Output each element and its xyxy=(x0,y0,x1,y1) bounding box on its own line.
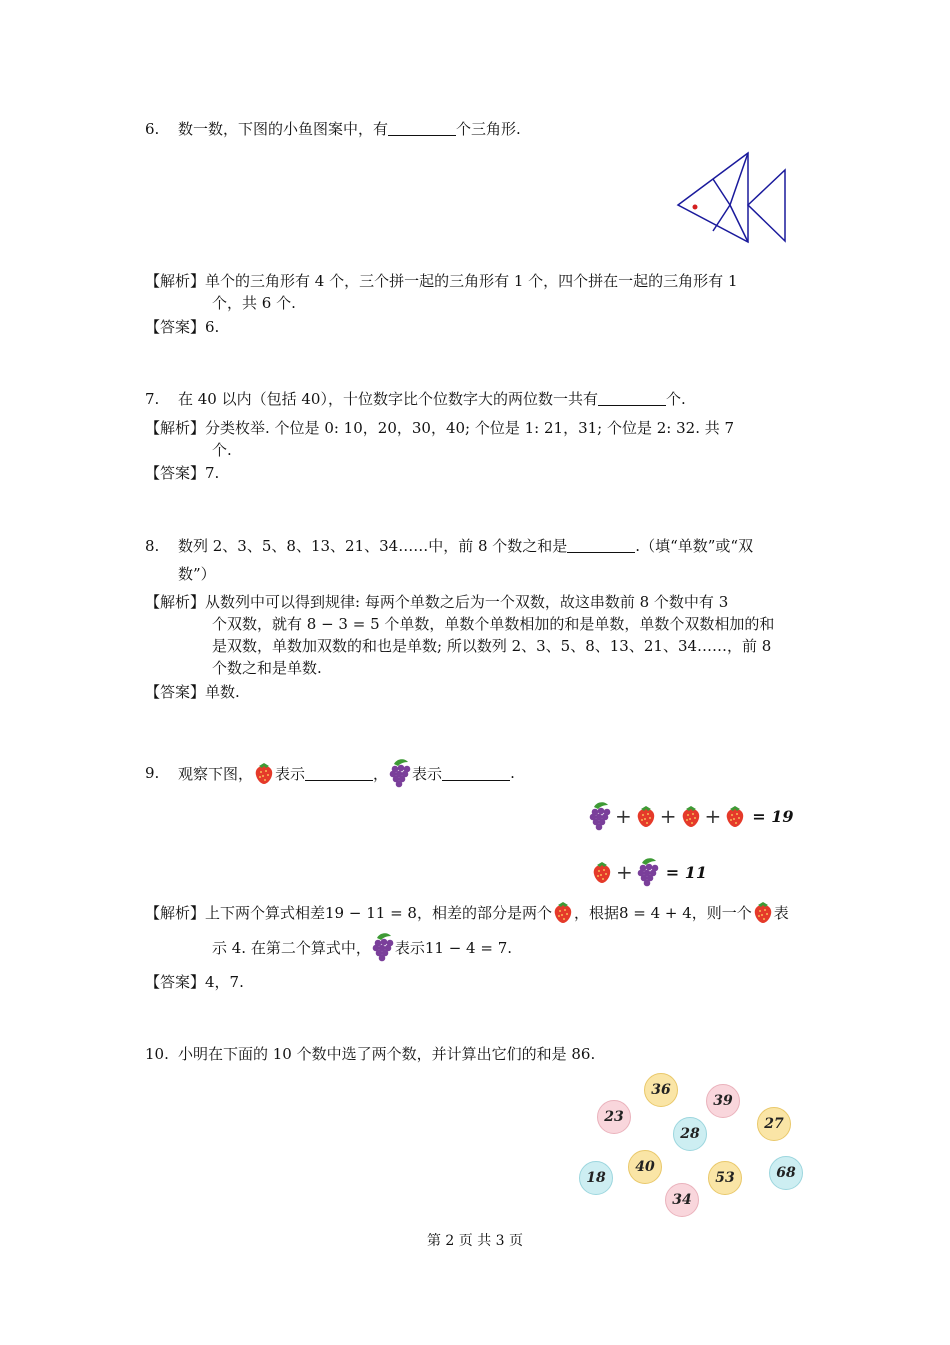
question-8 xyxy=(145,535,753,556)
number-circle: 68 xyxy=(769,1156,803,1190)
answer-blank xyxy=(442,766,510,781)
strawberry-icon xyxy=(680,804,702,828)
question-text: 观察下图， xyxy=(178,764,254,783)
question-number: 10. xyxy=(145,1045,169,1063)
analysis-text: ，根据8 = 4 + 4，则一个 xyxy=(573,903,752,922)
question-9 xyxy=(145,758,515,788)
analysis-text: 示 4. 在第二个算式中， xyxy=(212,938,371,957)
answer-text: 7. xyxy=(205,464,220,482)
equation-1 xyxy=(588,801,794,831)
answer-label: 【答案】 xyxy=(145,318,206,336)
plus-sign: + xyxy=(704,804,722,828)
question-number: 9. xyxy=(145,764,160,782)
grape-icon xyxy=(588,801,612,831)
q8-answer xyxy=(145,681,240,702)
question-10 xyxy=(145,1043,595,1064)
fish-inner-line xyxy=(713,205,730,231)
answer-blank xyxy=(305,766,373,781)
plus-sign: + xyxy=(659,804,677,828)
question-number: 7. xyxy=(145,390,160,408)
question-number: 8. xyxy=(145,537,160,555)
equation-result: = 19 xyxy=(752,806,794,826)
fish-inner-line xyxy=(713,179,730,205)
q8-analysis-line3: 是双数，单数加双数的和也是单数; 所以数列 2、3、5、8、13、21、34……，前 8 xyxy=(212,637,772,655)
question-text: 小明在下面的 10 个数中选了两个数，并计算出它们的和是 86. xyxy=(178,1045,596,1063)
answer-text: 单数. xyxy=(205,683,240,701)
number-circle: 27 xyxy=(757,1107,791,1141)
number-circle: 40 xyxy=(628,1150,662,1184)
page-footer: 第 2 页 共 3 页 xyxy=(426,1233,524,1249)
analysis-label: 【解析】 xyxy=(145,272,206,290)
answer-blank xyxy=(388,121,456,136)
q7-analysis-line2: 个. xyxy=(212,441,232,459)
strawberry-icon xyxy=(635,804,657,828)
q8-analysis-line4: 个数之和是单数. xyxy=(212,659,322,677)
question-text-end: 个. xyxy=(665,390,686,408)
number-circle: 39 xyxy=(706,1084,740,1118)
fish-inner-line xyxy=(730,153,748,205)
grape-icon xyxy=(388,758,412,788)
q9-analysis-line1 xyxy=(145,900,789,924)
answer-label: 【答案】 xyxy=(145,464,206,482)
question-6 xyxy=(145,118,521,139)
analysis-text: 表示11 − 4 = 7. xyxy=(394,938,513,957)
equation-2 xyxy=(591,857,707,887)
fish-figure xyxy=(675,150,790,245)
number-circle: 53 xyxy=(708,1161,742,1195)
number-circle: 28 xyxy=(673,1117,707,1151)
question-text: 在 40 以内（包括 40），十位数字比个位数字大的两位数一共有 xyxy=(178,390,598,408)
q6-analysis-line2: 个，共 6 个. xyxy=(212,294,296,312)
strawberry-icon xyxy=(724,804,746,828)
equation-result: = 11 xyxy=(665,862,708,882)
analysis-label: 【解析】 xyxy=(145,903,206,922)
answer-label: 【答案】 xyxy=(145,683,206,701)
q7-analysis-line1 xyxy=(145,417,734,438)
strawberry-icon xyxy=(752,900,774,924)
strawberry-icon xyxy=(552,900,574,924)
analysis-text: 从数列中可以得到规律: 每两个单数之后为一个双数，故这串数前 8 个数中有 3 xyxy=(205,593,729,611)
number-circle: 18 xyxy=(579,1161,613,1195)
question-8-line2: 数”） xyxy=(178,565,216,583)
answer-text: 6. xyxy=(205,318,220,336)
plus-sign: + xyxy=(615,804,632,828)
question-text: 数一数，下图的小鱼图案中，有 xyxy=(178,120,389,138)
number-circle: 23 xyxy=(597,1100,631,1134)
question-text-end: 个三角形. xyxy=(456,120,521,138)
q6-analysis-line1 xyxy=(145,270,738,291)
question-text: ， xyxy=(373,764,389,783)
answer-blank xyxy=(598,391,666,406)
question-7 xyxy=(145,388,686,409)
fish-eye xyxy=(693,205,698,210)
analysis-label: 【解析】 xyxy=(145,419,206,437)
q9-analysis-line2 xyxy=(212,932,512,962)
question-text-end: .（填“单数”或“双 xyxy=(635,537,754,555)
fish-body-triangle xyxy=(678,153,748,242)
question-number: 6. xyxy=(145,120,160,138)
question-text: 数列 2、3、5、8、13、21、34……中，前 8 个数之和是 xyxy=(178,537,568,555)
analysis-text: 表 xyxy=(773,903,789,922)
q9-answer xyxy=(145,971,244,992)
number-circle: 34 xyxy=(665,1183,699,1217)
fish-tail-triangle xyxy=(748,170,785,241)
answer-blank xyxy=(567,538,635,553)
analysis-text: 分类枚举. 个位是 0: 10，20，30，40; 个位是 1: 21，31; 个位是 2: 32. 共 7 xyxy=(205,419,735,437)
q8-analysis-line2: 个双数，就有 8 − 3 = 5 个单数，单数个单数相加的和是单数，单数个双数相加的和 xyxy=(212,615,775,633)
grape-icon xyxy=(636,857,660,887)
question-text: 表示 xyxy=(275,764,306,783)
q7-answer xyxy=(145,462,219,483)
plus-sign: + xyxy=(616,860,633,884)
grape-icon xyxy=(371,932,395,962)
question-text: 表示 xyxy=(412,764,443,783)
question-text: . xyxy=(510,764,515,782)
answer-label: 【答案】 xyxy=(145,973,206,991)
analysis-text: 上下两个算式相差19 − 11 = 8，相差的部分是两个 xyxy=(205,903,552,922)
q6-answer xyxy=(145,316,219,337)
analysis-text: 单个的三角形有 4 个，三个拼一起的三角形有 1 个，四个拼在一起的三角形有 1 xyxy=(205,272,738,290)
number-circle: 36 xyxy=(644,1073,678,1107)
analysis-label: 【解析】 xyxy=(145,593,206,611)
q8-analysis-line1 xyxy=(145,591,728,612)
answer-text: 4，7. xyxy=(205,973,244,991)
strawberry-icon xyxy=(591,860,613,884)
strawberry-icon xyxy=(253,761,275,785)
